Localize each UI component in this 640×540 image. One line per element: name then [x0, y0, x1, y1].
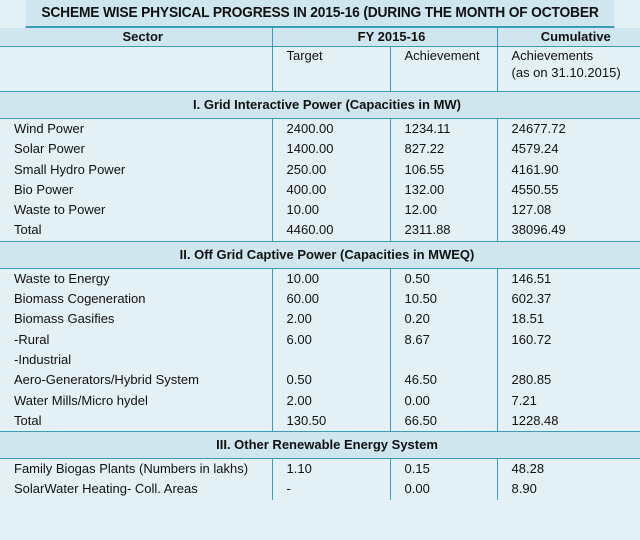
target-cell: 2.00: [272, 309, 390, 329]
target-cell: [272, 350, 390, 370]
sector-cell: Total: [0, 220, 272, 241]
sector-cell: Total: [0, 411, 272, 432]
target-cell: 2400.00: [272, 119, 390, 140]
cumulative-cell: 602.37: [511, 291, 552, 307]
section-header-row: [0, 92, 640, 119]
cumulative-cell: 4579.24: [511, 141, 559, 157]
section-header-row: [0, 432, 640, 459]
section-title: II. Off Grid Captive Power (Capacities in MWEQ): [0, 241, 640, 268]
table-row: [0, 370, 640, 390]
sector-cell: Biomass Gasifies: [0, 309, 272, 329]
subheader-row: [0, 47, 640, 92]
cumulative-cell: 146.51: [511, 270, 552, 286]
section-title: I. Grid Interactive Power (Capacities in MW): [0, 92, 640, 119]
fy-header: FY 2015-16: [272, 28, 497, 47]
achievements-header: [497, 47, 640, 92]
section-title: III. Other Renewable Energy System: [0, 432, 640, 459]
target-header: Target: [272, 47, 390, 92]
table-row: [0, 479, 640, 499]
cumulative-cell: 24677.72: [511, 121, 566, 136]
table-row: [0, 391, 640, 411]
sector-cell: Bio Power: [0, 180, 272, 200]
cumulative-cell: 8.90: [511, 481, 537, 497]
target-cell: 60.00: [272, 289, 390, 309]
achievement-cell: 66.50: [390, 411, 497, 432]
target-cell: 10.00: [272, 268, 390, 289]
cumulative-cell: [497, 350, 640, 370]
sector-cell: Waste to Power: [0, 200, 272, 220]
target-cell: 250.00: [272, 160, 390, 180]
table-row: [0, 268, 640, 289]
achievement-cell: 46.50: [390, 370, 497, 390]
cumulative-cell: 38096.49: [511, 222, 566, 238]
target-cell: 1.10: [272, 459, 390, 480]
achievement-cell: 12.00: [390, 200, 497, 220]
sector-cell: Aero-Generators/Hybrid System: [0, 370, 272, 390]
sector-header: Sector: [0, 28, 272, 47]
sector-cell: Waste to Energy: [0, 268, 272, 289]
achievement-cell: 0.00: [390, 479, 497, 499]
target-cell: 0.50: [272, 370, 390, 390]
table-row: [0, 200, 640, 220]
achievement-cell: 10.50: [390, 289, 497, 309]
header-row: [0, 28, 640, 47]
progress-table: [0, 28, 640, 500]
target-cell: 6.00: [272, 330, 390, 350]
cumulative-cell: 1228.48: [511, 412, 559, 428]
cumulative-cell: 280.85: [511, 372, 552, 388]
achievements-header-line2: (as on 31.10.2015): [511, 65, 621, 80]
achievement-cell: 8.67: [390, 330, 497, 350]
table-row: [0, 220, 640, 241]
sector-cell: -Industrial: [0, 350, 272, 370]
achievement-cell: [390, 350, 497, 370]
sector-cell: Solar Power: [0, 139, 272, 159]
table-row: [0, 160, 640, 180]
achievement-header: Achievement: [390, 47, 497, 92]
section-header-row: [0, 241, 640, 268]
achievement-cell: 1234.11: [390, 119, 497, 140]
table-row: [0, 309, 640, 329]
target-cell: 400.00: [272, 180, 390, 200]
achievement-cell: 0.50: [390, 268, 497, 289]
target-cell: 4460.00: [272, 220, 390, 241]
sector-cell: Wind Power: [0, 119, 272, 140]
cumulative-cell: 48.28: [511, 461, 545, 477]
target-cell: 1400.00: [272, 139, 390, 159]
sector-cell: SolarWater Heating- Coll. Areas: [0, 479, 272, 499]
target-cell: 2.00: [272, 391, 390, 411]
achievement-cell: 132.00: [390, 180, 497, 200]
achievement-cell: 827.22: [390, 139, 497, 159]
target-cell: 10.00: [272, 200, 390, 220]
table-row: [0, 119, 640, 140]
sector-cell: -Rural: [0, 330, 272, 350]
table-row: [0, 180, 640, 200]
sector-cell: Biomass Cogeneration: [0, 289, 272, 309]
target-cell: -: [272, 479, 390, 499]
cumulative-cell: 127.08: [511, 202, 552, 218]
cumulative-cell: 160.72: [511, 331, 552, 347]
sector-cell: Small Hydro Power: [0, 160, 272, 180]
achievement-cell: 0.00: [390, 391, 497, 411]
achievement-cell: 0.20: [390, 309, 497, 329]
achievements-header-line1: Achievements: [511, 48, 594, 63]
report-title: SCHEME WISE PHYSICAL PROGRESS IN 2015-16 (DURING THE MONTH OF OCTOBER: [26, 0, 615, 28]
sector-cell: Water Mills/Micro hydel: [0, 391, 272, 411]
table-row: [0, 330, 640, 350]
table-row: [0, 459, 640, 480]
cumulative-cell: 7.21: [511, 392, 537, 408]
target-cell: 130.50: [272, 411, 390, 432]
table-row: [0, 350, 640, 370]
cumulative-header: Cumulative: [497, 28, 640, 47]
achievement-cell: 106.55: [390, 160, 497, 180]
cumulative-cell: 4550.55: [511, 181, 559, 197]
cumulative-cell: 18.51: [511, 311, 545, 327]
sector-subheader-blank: [0, 47, 272, 92]
table-row: [0, 411, 640, 432]
table-row: [0, 289, 640, 309]
achievement-cell: 2311.88: [390, 220, 497, 241]
sector-cell: Family Biogas Plants (Numbers in lakhs): [0, 459, 272, 480]
achievement-cell: 0.15: [390, 459, 497, 480]
cumulative-cell: 4161.90: [511, 161, 559, 177]
table-row: [0, 139, 640, 159]
